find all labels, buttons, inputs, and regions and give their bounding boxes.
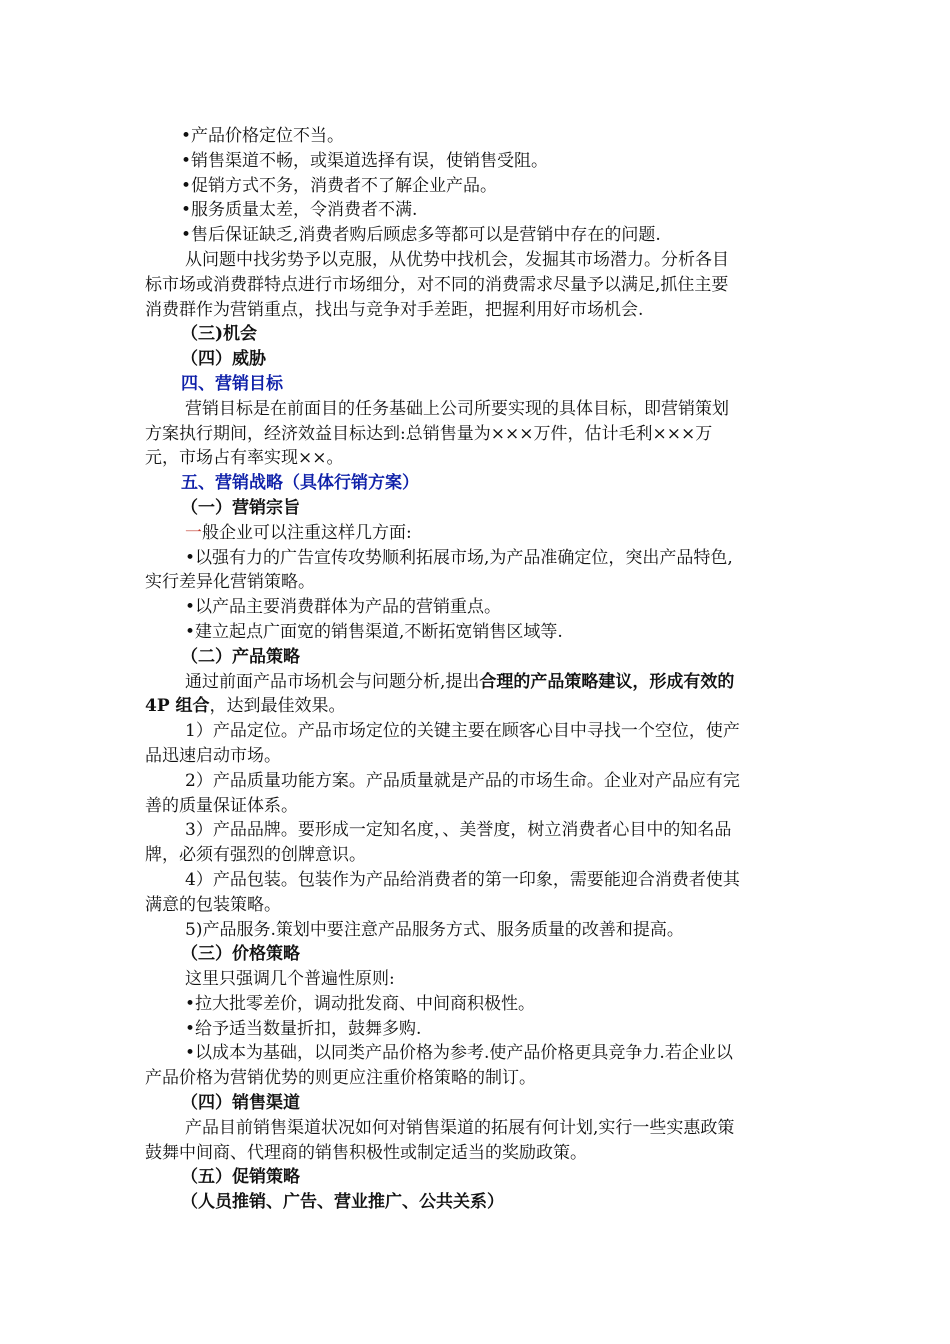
paragraph-line: 元，市场占有率实现××。 xyxy=(145,448,344,469)
bullet-price-positioning: •产品价格定位不当。 xyxy=(181,126,345,146)
heading-sales-channel: （四）销售渠道 xyxy=(181,1093,300,1114)
bullet-price-margin: •拉大批零差价，调动批发商、中间商积极性。 xyxy=(185,993,536,1014)
paragraph-line: 满意的包装策略。 xyxy=(145,894,281,915)
item-product-positioning: 1）产品定位。产品市场定位的关键主要在顾客心目中寻找一个空位，使产 xyxy=(185,721,740,742)
paragraph-line xyxy=(145,670,807,695)
heading-threat: （四）威胁 xyxy=(181,349,266,370)
bullet-promotion: •促销方式不务，消费者不了解企业产品。 xyxy=(181,175,498,196)
heading-promotion-subtitle: （人员推销、广告、营业推广、公共关系） xyxy=(181,1192,504,1213)
bullet-cost-based: •以成本为基础，以同类产品价格为参考.使产品价格更具竞争力.若企业以 xyxy=(185,1043,733,1064)
paragraph-line: 实行差异化营销策略。 xyxy=(145,572,315,593)
paragraph-line: 从问题中找劣势予以克服，从优势中找机会，发掘其市场潜力。分析各目 xyxy=(185,249,729,270)
bullet-advertising: •以强有力的广告宣传攻势顺利拓展市场,为产品准确定位，突出产品特色, xyxy=(185,547,733,568)
first-char-mark: 一 xyxy=(185,522,202,543)
bullet-quantity-discount: •给予适当数量折扣，鼓舞多购. xyxy=(185,1018,422,1039)
paragraph-line: 产品目前销售渠道状况如何对销售渠道的拓展有何计划,实行一些实惠政策 xyxy=(185,1117,735,1138)
bullet-target-consumers: •以产品主要消费群体为产品的营销重点。 xyxy=(185,597,502,618)
heading-product-strategy: （二）产品策略 xyxy=(181,646,300,667)
paragraph-line: 产品价格为营销优势的则更应注重价格策略的制订。 xyxy=(145,1068,536,1089)
paragraph-line: 方案执行期间，经济效益目标达到:总销售量为×××万件，估计毛利×××万 xyxy=(145,423,713,444)
item-product-packaging: 4）产品包装。包装作为产品给消费者的第一印象，需要能迎合消费者使其 xyxy=(185,869,740,890)
heading-marketing-purpose: （一）营销宗旨 xyxy=(181,497,300,518)
item-product-service: 5)产品服务.策划中要注意产品服务方式、服务质量的改善和提高。 xyxy=(185,919,684,940)
section-heading-marketing-goal: 四、营销目标 xyxy=(181,373,283,394)
heading-price-strategy: （三）价格策略 xyxy=(181,944,300,965)
paragraph-line: 牌，必须有强烈的创牌意识。 xyxy=(145,845,366,866)
paragraph-text: 通过前面产品市场机会与问题分析,提出 xyxy=(185,671,480,692)
paragraph-line: 标市场或消费群特点进行市场细分，对不同的消费需求尽量予以满足,抓住主要 xyxy=(145,274,729,295)
paragraph-line: 善的质量保证体系。 xyxy=(145,795,298,816)
paragraph-line: 消费群作为营销重点，找出与竞争对手差距，把握利用好市场机会. xyxy=(145,299,644,320)
paragraph-text: 般企业可以注重这样几方面: xyxy=(202,522,412,543)
paragraph-line xyxy=(145,694,807,719)
paragraph-line: 鼓舞中间商、代理商的销售积极性或制定适当的奖励政策。 xyxy=(145,1142,587,1163)
paragraph-text: ，达到最佳效果。 xyxy=(209,696,346,717)
document-body xyxy=(145,124,807,1215)
emphasis-text: 4P 组合 xyxy=(145,696,210,717)
emphasis-text: 合理的产品策略建议，形成有效的 xyxy=(479,671,735,692)
paragraph-line: 营销目标是在前面目的任务基础上公司所要实现的具体目标，即营销策划 xyxy=(185,398,729,419)
heading-promotion-strategy: （五）促销策略 xyxy=(181,1167,300,1188)
bullet-sales-network: •建立起点广面宽的销售渠道,不断拓宽销售区域等. xyxy=(185,621,563,642)
paragraph-line: 这里只强调几个普遍性原则: xyxy=(185,969,395,990)
item-product-brand: 3）产品品牌。要形成一定知名度，、美誉度，树立消费者心目中的知名品 xyxy=(185,820,732,841)
bullet-sales-channel: •销售渠道不畅，或渠道选择有误，使销售受阻。 xyxy=(181,150,549,171)
bullet-service-quality: •服务质量太差，令消费者不满. xyxy=(181,200,418,221)
heading-opportunity: （三)机会 xyxy=(181,324,258,345)
section-heading-marketing-strategy: 五、营销战略（具体行销方案） xyxy=(181,473,419,494)
paragraph-line: 品迅速启动市场。 xyxy=(145,745,281,766)
item-product-quality: 2）产品质量功能方案。产品质量就是产品的市场生命。企业对产品应有完 xyxy=(185,770,740,791)
paragraph-line xyxy=(145,521,807,546)
bullet-after-sales: •售后保证缺乏,消费者购后顾虑多等都可以是营销中存在的问题. xyxy=(181,225,661,246)
